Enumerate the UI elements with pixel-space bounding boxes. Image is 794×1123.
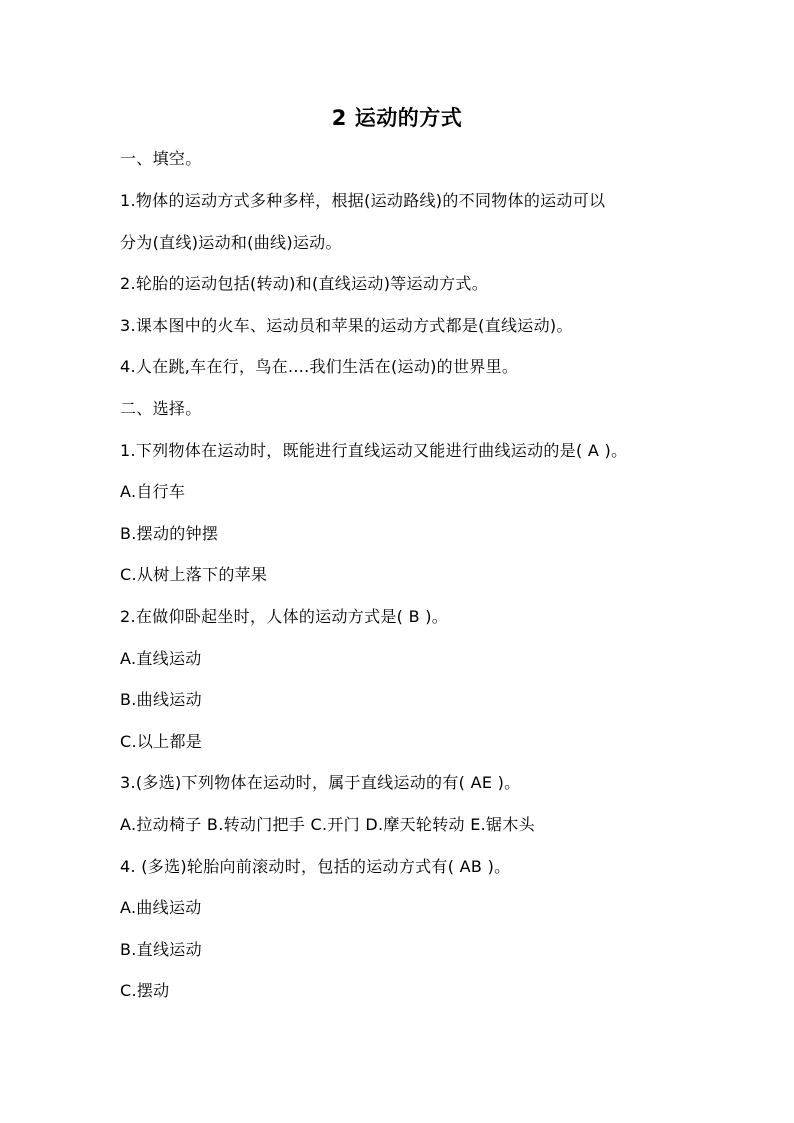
fill-question-4: 4.人在跳,车在行，鸟在....我们生活在(运动)的世界里。 xyxy=(120,357,519,376)
choice-question-2-option-c: C.以上都是 xyxy=(120,732,203,751)
choice-question-4-stem: 4. (多选)轮胎向前滚动时，包括的运动方式有( AB )。 xyxy=(120,857,511,876)
fill-question-3: 3.课本图中的火车、运动员和苹果的运动方式都是(直线运动)。 xyxy=(120,316,573,335)
choice-question-2-option-a: A.直线运动 xyxy=(120,649,202,668)
fill-question-2: 2.轮胎的运动包括(转动)和(直线运动)等运动方式。 xyxy=(120,274,489,293)
choice-question-1-stem: 1.下列物体在运动时，既能进行直线运动又能进行曲线运动的是( A )。 xyxy=(120,441,628,460)
choice-question-4-option-b: B.直线运动 xyxy=(120,940,202,959)
fill-question-1-line-2: 分为(直线)运动和(曲线)运动。 xyxy=(120,233,342,252)
choice-question-3-stem: 3.(多选)下列物体在运动时，属于直线运动的有( AE )。 xyxy=(120,773,521,792)
choice-question-2-stem: 2.在做仰卧起坐时，人体的运动方式是( B )。 xyxy=(120,607,449,626)
choice-question-1-option-b: B.摆动的钟摆 xyxy=(120,524,219,543)
section-heading-fill-in: 一、填空。 xyxy=(120,149,202,168)
choice-question-1-option-c: C.从树上落下的苹果 xyxy=(120,565,268,584)
choice-question-2-option-b: B.曲线运动 xyxy=(120,690,202,709)
choice-question-3-options: A.拉动椅子 B.转动门把手 C.开门 D.摩天轮转动 E.锯木头 xyxy=(120,815,535,834)
page-title: 2 运动的方式 xyxy=(331,106,463,130)
section-heading-choice: 二、选择。 xyxy=(120,399,202,418)
choice-question-4-option-c: C.摆动 xyxy=(120,981,170,1000)
fill-question-1-line-1: 1.物体的运动方式多种多样，根据(运动路线)的不同物体的运动可以 xyxy=(120,191,606,210)
choice-question-1-option-a: A.自行车 xyxy=(120,482,186,501)
choice-question-4-option-a: A.曲线运动 xyxy=(120,898,202,917)
